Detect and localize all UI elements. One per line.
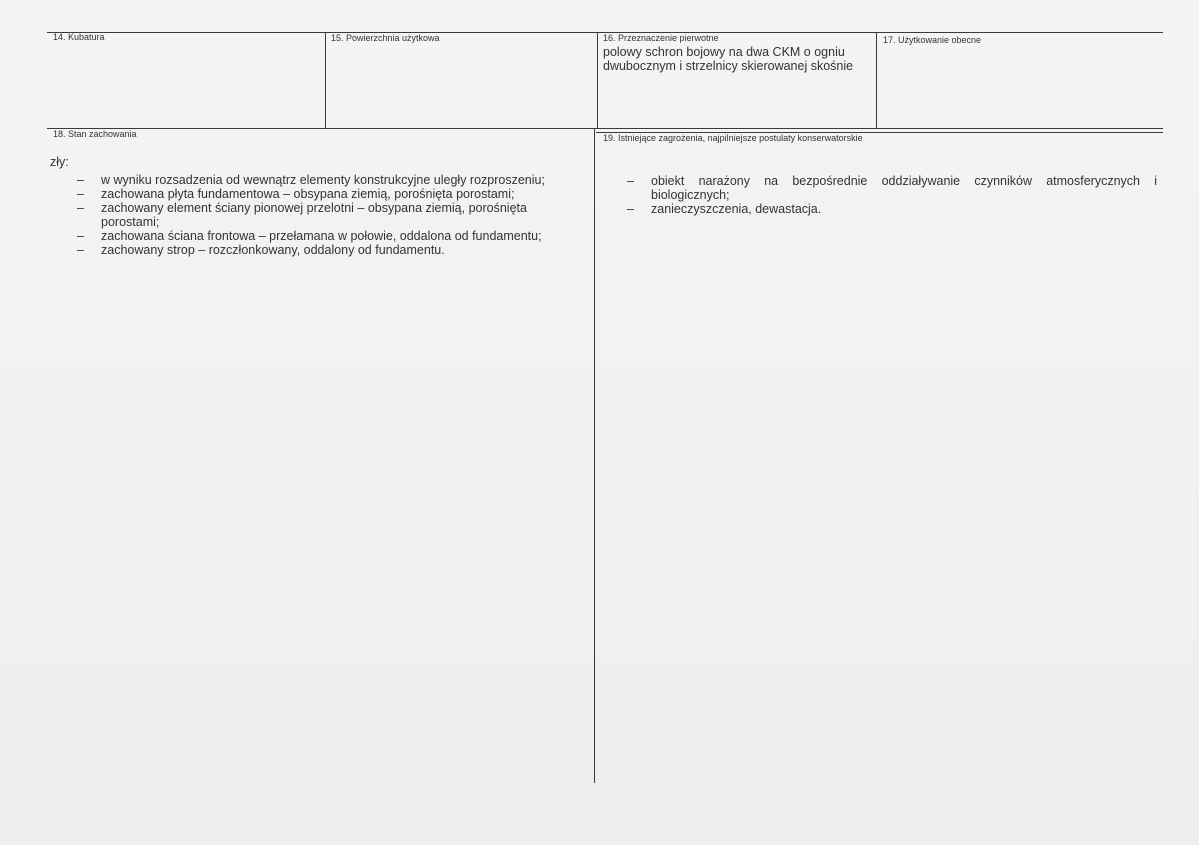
list-item-text: zachowany strop – rozczłonkowany, oddalony od fundamentu.	[101, 243, 445, 257]
bullet-dash: –	[77, 173, 84, 187]
divider-14-15	[325, 32, 326, 129]
list-item-text: obiekt narażony na bezpośrednie oddziaływanie czynników atmosferycznych i biologicznych;	[651, 174, 1157, 202]
list-item-text: zanieczyszczenia, dewastacja.	[651, 202, 822, 216]
bullet-dash: –	[77, 243, 84, 257]
list-item-text: w wyniku rozsadzenia od wewnątrz elementy konstrukcyjne uległy rozproszeniu;	[101, 173, 545, 187]
list-item	[627, 174, 1157, 202]
field18-intro: zły:	[50, 155, 69, 169]
list-item-text: zachowana ściana frontowa – przełamana w połowie, oddalona od fundamentu;	[101, 229, 542, 243]
field18-label: 18. Stan zachowania	[53, 129, 137, 139]
field14-label: 14. Kubatura	[53, 32, 105, 42]
divider-16-17	[876, 32, 877, 129]
field18-list	[77, 173, 588, 257]
list-item	[77, 187, 588, 201]
bullet-dash: –	[627, 202, 634, 216]
list-item-text: zachowany element ściany pionowej przelotni – obsypana ziemią, porośnięta porostami;	[101, 201, 527, 229]
field19-label: 19. Istniejące zagrożenia, najpilniejsze postulaty konserwatorskie	[603, 133, 863, 143]
divider-15-16	[597, 32, 598, 129]
field16-label: 16. Przeznaczenie pierwotne	[603, 33, 719, 43]
field19-list	[627, 174, 1157, 216]
field15-label: 15. Powierzchnia użytkowa	[331, 33, 440, 43]
list-item	[77, 243, 588, 257]
bullet-dash: –	[77, 229, 84, 243]
bullet-dash: –	[627, 174, 634, 188]
bullet-dash: –	[77, 187, 84, 201]
list-item	[627, 202, 1157, 216]
field17-label: 17. Użytkowanie obecne	[883, 35, 982, 45]
field16-value: polowy schron bojowy na dwa CKM o ogniu dwubocznym i strzelnicy skierowanej skośnie	[603, 45, 854, 73]
bullet-dash: –	[77, 201, 84, 215]
list-item	[77, 229, 588, 243]
list-item	[77, 173, 588, 187]
list-item-text: zachowana płyta fundamentowa – obsypana ziemią, porośnięta porostami;	[101, 187, 515, 201]
divider-18-19	[594, 128, 595, 783]
list-item	[77, 201, 588, 229]
